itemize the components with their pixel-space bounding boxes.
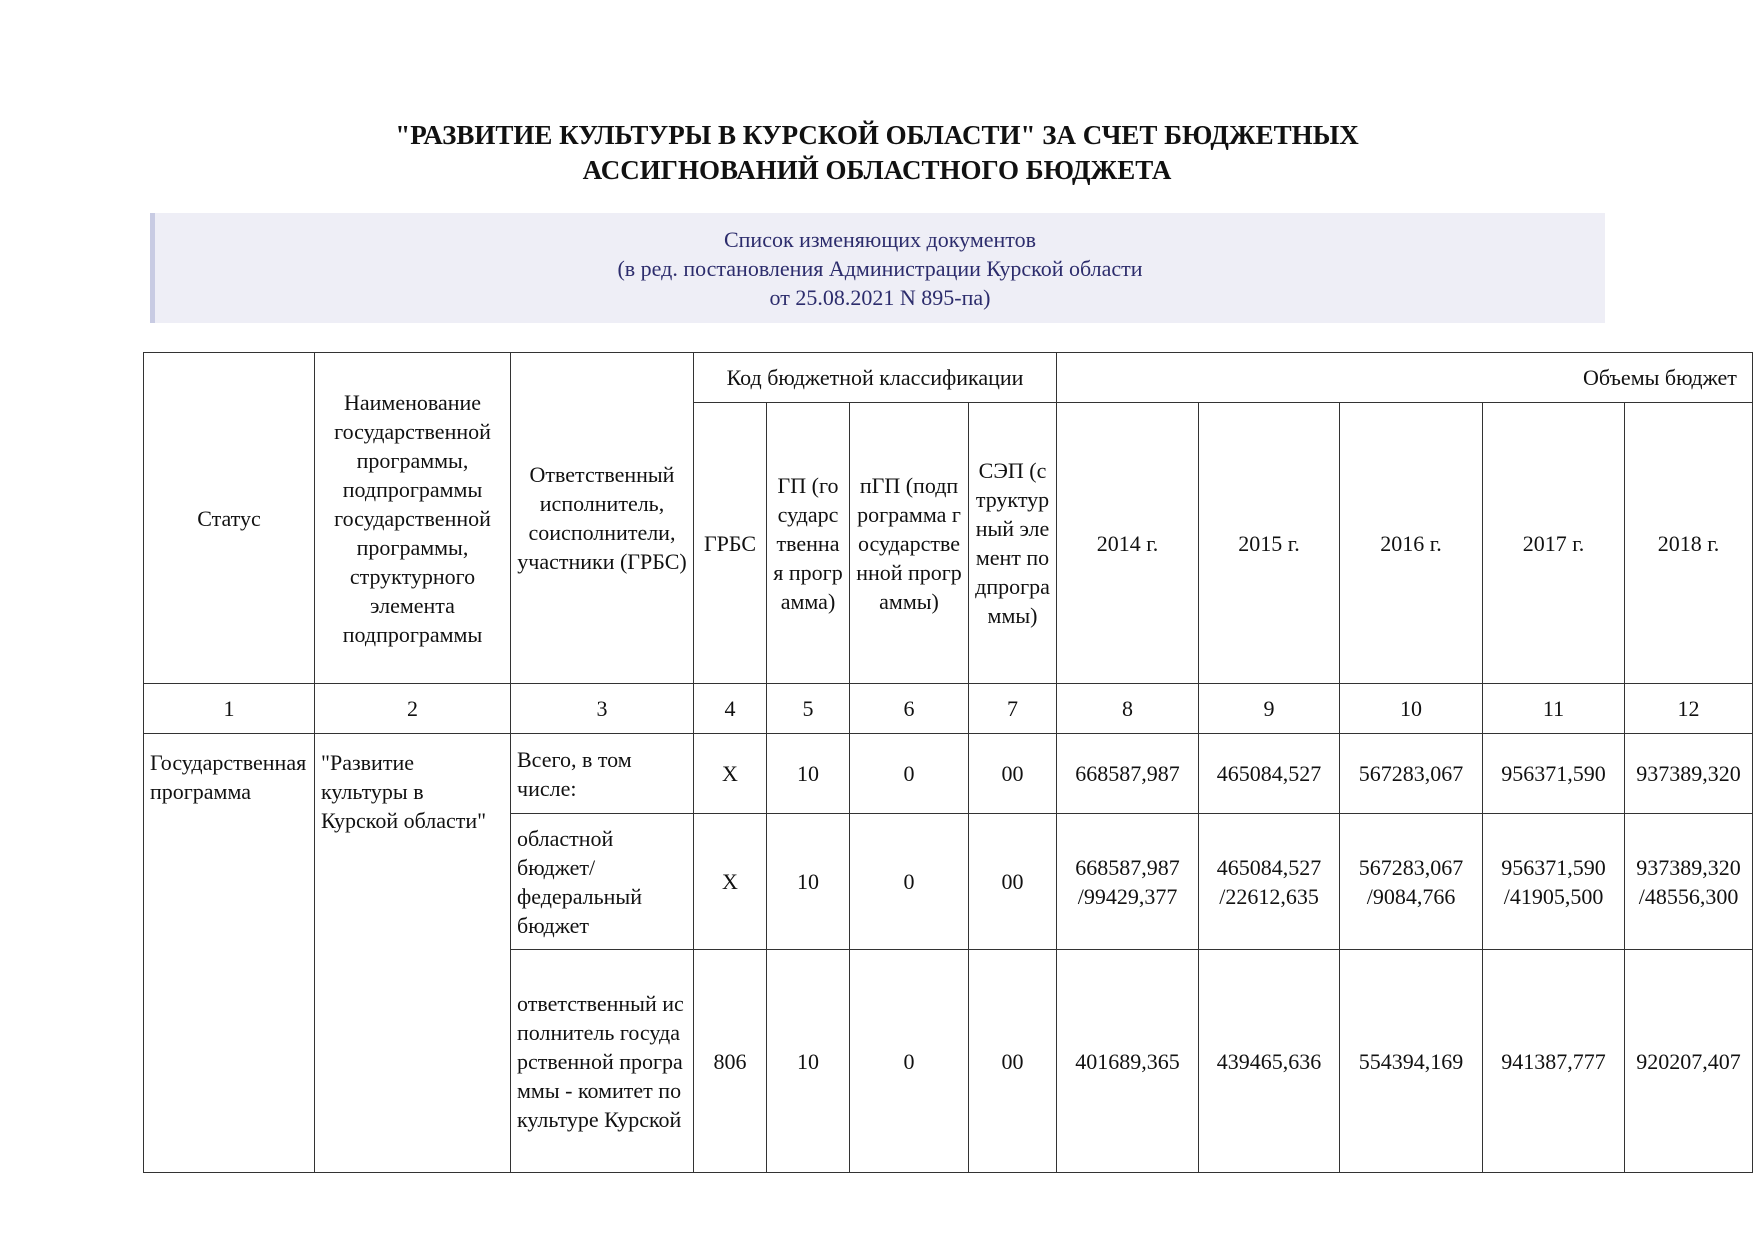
header-budget-volumes: Объемы бюджет xyxy=(1057,353,1753,403)
header-year-2015: 2015 г. xyxy=(1199,403,1340,684)
header-year-2016: 2016 г. xyxy=(1340,403,1483,684)
column-number: 1 xyxy=(144,684,315,734)
column-number: 6 xyxy=(850,684,969,734)
responsible-cell: областной бюджет/ федеральный бюджет xyxy=(511,814,694,950)
header-year-2018: 2018 г. xyxy=(1625,403,1753,684)
gp-cell: 10 xyxy=(767,814,850,950)
value-2015: 465084,527 /22612,635 xyxy=(1199,814,1340,950)
column-number: 9 xyxy=(1199,684,1340,734)
value-2016: 567283,067 /9084,766 xyxy=(1340,814,1483,950)
title-line-2: АССИГНОВАНИЙ ОБЛАСТНОГО БЮДЖЕТА xyxy=(582,155,1172,185)
column-number: 12 xyxy=(1625,684,1753,734)
value-2017: 956371,590 /41905,500 xyxy=(1483,814,1625,950)
grbs-cell: X xyxy=(694,734,767,814)
header-gp: ГП (государственная программа) xyxy=(767,403,850,684)
notice-line-1: Список изменяющих документов xyxy=(723,227,1036,252)
header-year-2014: 2014 г. xyxy=(1057,403,1199,684)
gp-cell: 10 xyxy=(767,950,850,1173)
budget-table xyxy=(143,352,1753,1173)
value-2014: 668587,987 xyxy=(1057,734,1199,814)
responsible-cell: ответственный исполнитель государственной программы - комитет по культуре Курской xyxy=(511,950,694,1173)
notice-line-3: от 25.08.2021 N 895-па) xyxy=(769,285,991,310)
value-2015: 465084,527 xyxy=(1199,734,1340,814)
notice-line-2: (в ред. постановления Администрации Курской области xyxy=(617,256,1143,281)
header-program-name: Наименование государственной программы, подпрограммы государственной программы, структурного элемента подпрограммы xyxy=(315,353,511,684)
sep-cell: 00 xyxy=(969,814,1057,950)
value-2014: 401689,365 xyxy=(1057,950,1199,1173)
responsible-cell: Всего, в том числе: xyxy=(511,734,694,814)
amendments-notice xyxy=(150,213,1605,323)
value-2014: 668587,987 /99429,377 xyxy=(1057,814,1199,950)
value-2016: 554394,169 xyxy=(1340,950,1483,1173)
value-2018: 937389,320 xyxy=(1625,734,1753,814)
program-name-cell: "Развитие культуры в Курской области" xyxy=(315,734,511,1173)
header-sep: СЭП (структурный элемент подпрограммы) xyxy=(969,403,1057,684)
status-cell: Государственная программа xyxy=(144,734,315,1173)
column-number: 3 xyxy=(511,684,694,734)
value-2015: 439465,636 xyxy=(1199,950,1340,1173)
sep-cell: 00 xyxy=(969,950,1057,1173)
pgp-cell: 0 xyxy=(850,950,969,1173)
pgp-cell: 0 xyxy=(850,734,969,814)
value-2016: 567283,067 xyxy=(1340,734,1483,814)
value-2018: 937389,320 /48556,300 xyxy=(1625,814,1753,950)
column-number: 8 xyxy=(1057,684,1199,734)
gp-cell: 10 xyxy=(767,734,850,814)
pgp-cell: 0 xyxy=(850,814,969,950)
column-number: 10 xyxy=(1340,684,1483,734)
table-row xyxy=(144,734,1753,814)
header-budget-code: Код бюджетной классификации xyxy=(694,353,1057,403)
column-number: 11 xyxy=(1483,684,1625,734)
sep-cell: 00 xyxy=(969,734,1057,814)
title-line-1: "РАЗВИТИЕ КУЛЬТУРЫ В КУРСКОЙ ОБЛАСТИ" ЗА СЧЕТ БЮДЖЕТНЫХ xyxy=(395,120,1359,150)
value-2017: 956371,590 xyxy=(1483,734,1625,814)
value-2018: 920207,407 xyxy=(1625,950,1753,1173)
header-grbs: ГРБС xyxy=(694,403,767,684)
header-responsible: Ответственный исполнитель, соисполнители, участники (ГРБС) xyxy=(511,353,694,684)
header-year-2017: 2017 г. xyxy=(1483,403,1625,684)
column-numbers-row xyxy=(144,684,1753,734)
document-title xyxy=(0,118,1754,188)
grbs-cell: 806 xyxy=(694,950,767,1173)
column-number: 4 xyxy=(694,684,767,734)
header-status: Статус xyxy=(144,353,315,684)
header-pgp: пГП (подпрограмма государственной программы) xyxy=(850,403,969,684)
column-number: 2 xyxy=(315,684,511,734)
column-number: 5 xyxy=(767,684,850,734)
column-number: 7 xyxy=(969,684,1057,734)
grbs-cell: X xyxy=(694,814,767,950)
value-2017: 941387,777 xyxy=(1483,950,1625,1173)
